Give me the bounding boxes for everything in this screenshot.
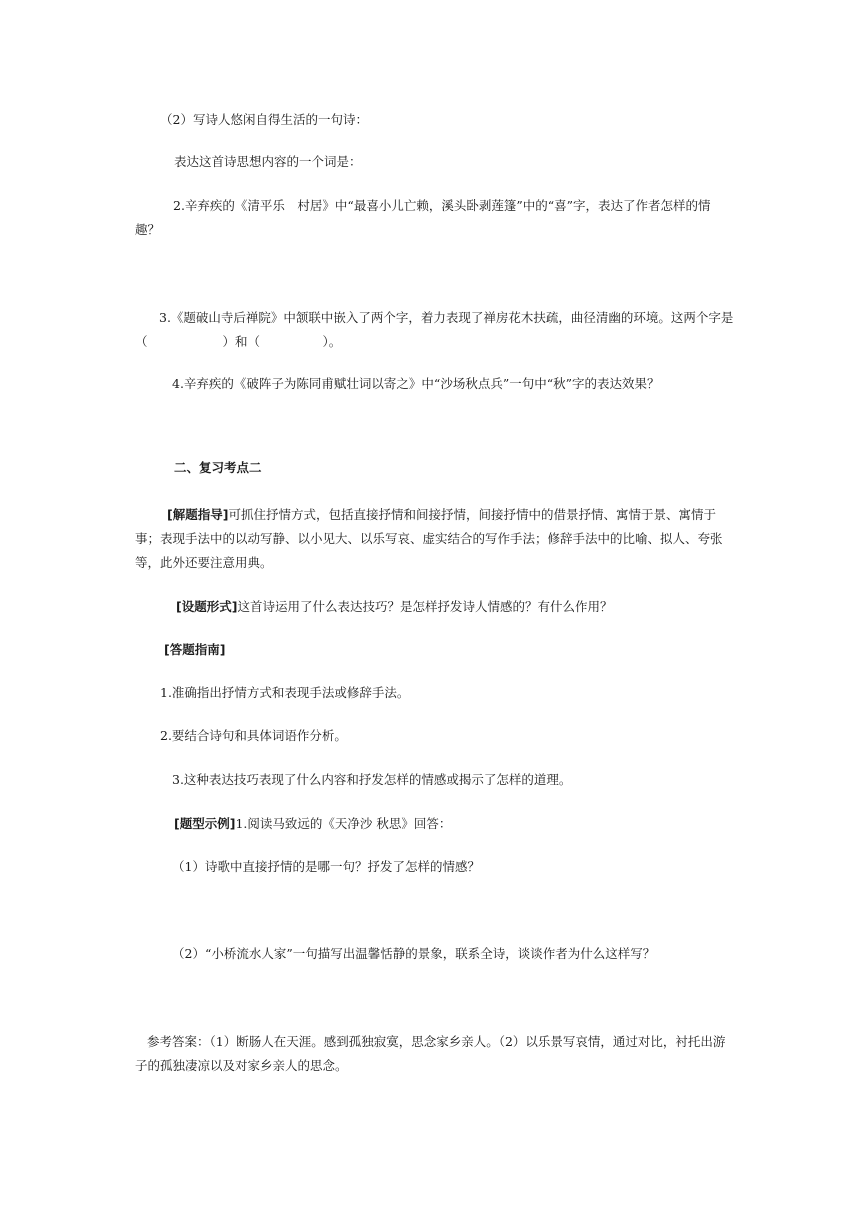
example [174, 814, 451, 834]
question-form-text: 这首诗运用了什么表达技巧？是怎样抒发诗人情感的？有什么作用？ [237, 599, 613, 614]
answer-step-1: 1.准确指出抒情方式和表现手法或修辞手法。 [160, 685, 410, 700]
solving-guide-label: [解题指导] [167, 507, 229, 522]
question-3: 3.《题破山寺后禅院》中颔联中嵌入了两个字，着力表现了禅房花木扶疏，曲径清幽的环境。这两个字是（ ）和（ ）。 [135, 310, 734, 349]
question-1-theme: 表达这首诗思想内容的一个词是： [174, 154, 362, 169]
answer-step-2: 2.要结合诗句和具体词语作分析。 [160, 728, 347, 743]
example-label: [题型示例] [174, 816, 236, 831]
solving-guide [135, 503, 735, 575]
answer-guide-label: [答题指南] [164, 642, 226, 657]
question-form-label: [设题形式] [176, 599, 238, 614]
question-1-2: （2）写诗人悠闲自得生活的一句诗： [160, 112, 368, 127]
example-question-2: （2）“小桥流水人家”一句描写出温馨恬静的景象，联系全诗，谈谈作者为什么这样写？ [172, 946, 656, 961]
question-2: 2.辛弃疾的《清平乐 村居》中“最喜小儿亡赖，溪头卧剥莲篷”中的“喜”字，表达了作者怎样的情趣？ [135, 198, 711, 237]
question-4: 4.辛弃疾的《破阵子为陈同甫赋壮词以寄之》中“沙场秋点兵”一句中“秋”字的表达效果？ [172, 376, 660, 391]
section-2-title: 二、复习考点二 [174, 460, 262, 475]
solving-guide-text: 可抓住抒情方式，包括直接抒情和间接抒情，间接抒情中的借景抒情、寓情于景、寓情于事；表现手法中的以动写静、以小见大、以乐写哀、虚实结合的写作手法；修辞手法中的比喻、拟人、夸张等，此外还要注意用典。 [135, 507, 723, 570]
reference-answer: 参考答案：（1）断肠人在天涯。感到孤独寂寞，思念家乡亲人。（2）以乐景写哀情，通过对比，衬托出游子的孤独凄凉以及对家乡亲人的思念。 [135, 1034, 726, 1073]
question-form [176, 597, 612, 617]
answer-step-3: 3.这种表达技巧表现了什么内容和抒发怎样的情感或揭示了怎样的道理。 [172, 772, 572, 787]
example-question-1: （1）诗歌中直接抒情的是哪一句？抒发了怎样的情感？ [172, 859, 480, 874]
example-text: 1.阅读马致远的《天净沙 秋思》回答： [235, 816, 452, 831]
